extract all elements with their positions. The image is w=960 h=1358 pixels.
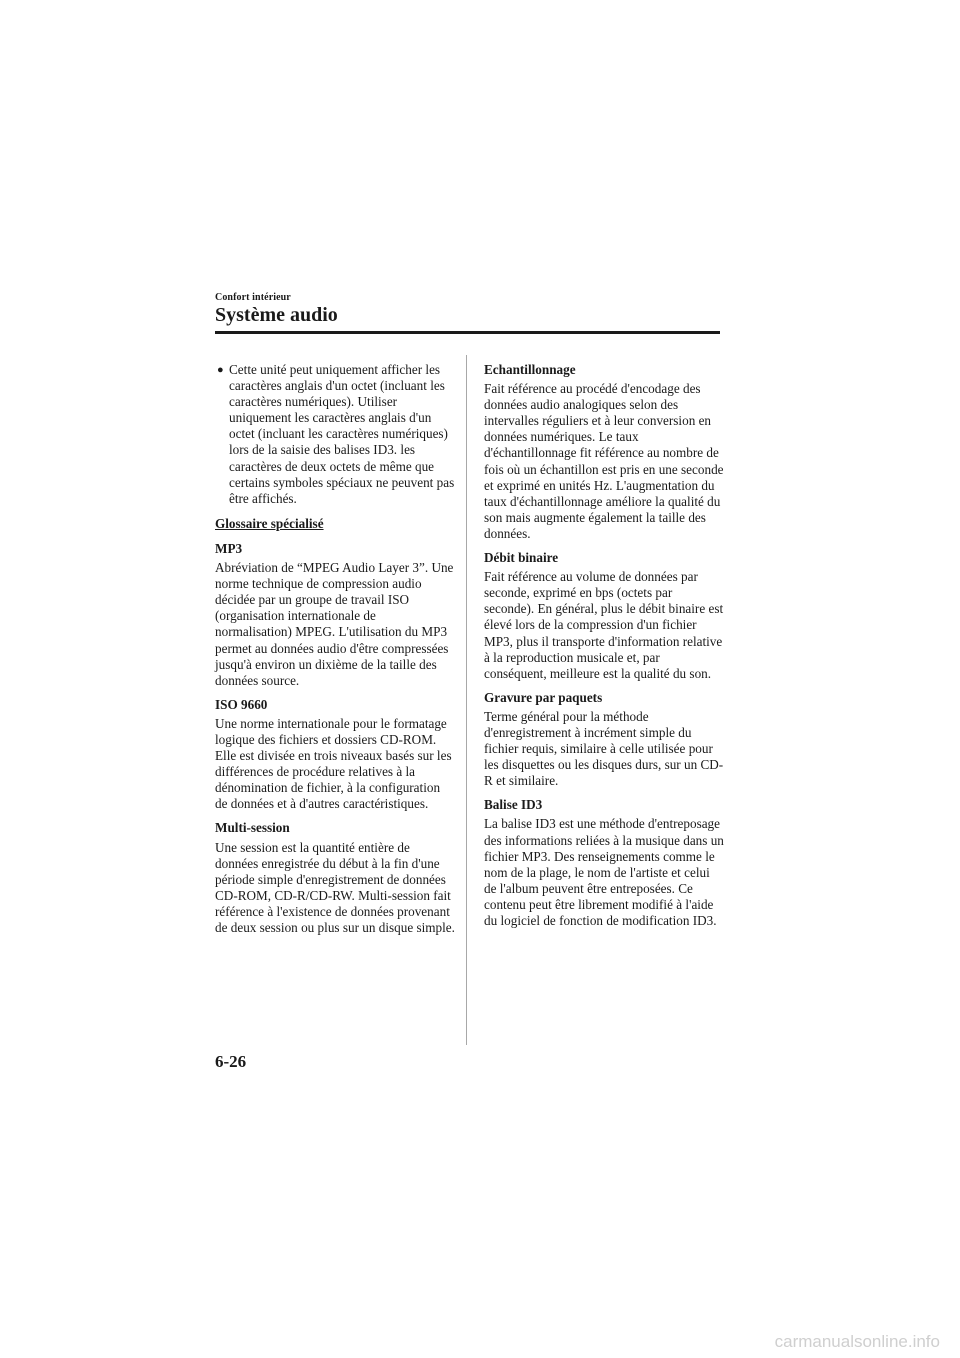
term-heading: Débit binaire: [484, 550, 559, 566]
bullet-dot-icon: ●: [217, 364, 224, 376]
right-column: [484, 362, 724, 937]
term-heading: MP3: [215, 540, 243, 556]
term-definition: La balise ID3 est une méthode d'entreposage des informations reliées à la musique dans un fichier MP3. Des renseignements comme le nom de la plage, le nom de l'artiste et celui de l'album peuvent être entreposées. Ce contenu peut être librement modifié à l'aide du logiciel de fonction de modification ID3.: [484, 816, 724, 928]
bullet-text: Cette unité peut uniquement afficher les caractères anglais d'un octet (incluant les caractères numériques). Utiliser uniquement les caractères anglais d'un octet (incluant les caractères numériques) lors de la saisie des balises ID3. les caractères de deux octets de même que certains symboles spéciaux ne peuvent pas être affichés.: [229, 362, 455, 506]
term-heading: Balise ID3: [484, 797, 543, 813]
term-definition: Fait référence au procédé d'encodage des données audio analogiques selon des intervalles réguliers et à leur conversion en données numériques. Le taux d'échantillonnage fit référence au nombre de fois où un échantillon est pris en une seconde et exprimé en unités Hz. L'augmentation du taux d'échantillonnage améliore la qualité du son mais augmente également la taille des données.: [484, 381, 724, 541]
left-column: [215, 362, 455, 944]
term-heading: Echantillonnage: [484, 362, 576, 377]
term-definition: Terme général pour la méthode d'enregistrement à incrément simple du fichier requis, similaire à celle utilisée pour les disquettes ou les disques durs, sur un CD-R et similaire.: [484, 708, 724, 789]
bullet-item: [215, 362, 455, 507]
term-definition: Une norme internationale pour le formatage logique des fichiers et dossiers CD-ROM. Elle est divisée en trois niveaux basés sur les différences de procédure relatives à la dénomination de fichier, à la configuration de données et à d'autres caractéristiques.: [215, 715, 452, 812]
section-label: Confort intérieur: [215, 292, 291, 303]
term-definition: Fait référence au volume de données par seconde, exprimé en bps (octets par seconde). En général, plus le débit binaire est élevé lors de la compression d'un fichier MP3, plus il transporte d'information relative à la reproduction musicale et, par conséquent, meilleure est la qualité du son.: [484, 569, 724, 681]
term-heading: ISO 9660: [215, 696, 268, 712]
column-divider: [466, 355, 467, 1045]
glossary-title: Glossaire spécialisé: [215, 515, 324, 531]
term-heading: Gravure par paquets: [484, 689, 603, 705]
term-definition: Une session est la quantité entière de données enregistrée du début à la fin d'une période simple d'enregistrement de données CD-ROM, CD-R/CD-RW. Multi-session fait référence à l'existence de données provenant de deux session ou plus sur un disque simple.: [215, 839, 455, 935]
term-heading: Multi-session: [215, 820, 290, 836]
term-definition: Abréviation de “MPEG Audio Layer 3”. Une norme technique de compression audio décidée par un groupe de travail ISO (organisation internationale de normalisation) MPEG. L'utilisation du MP3 permet au données audio d'être compressées jusqu'à environ un dixième de la taille des données source.: [215, 560, 454, 688]
watermark-link[interactable]: carmanualsonline.info: [774, 1332, 940, 1351]
header-rule: [215, 331, 720, 334]
page-title: Système audio: [215, 304, 338, 326]
page-number: 6-26: [215, 1052, 247, 1071]
